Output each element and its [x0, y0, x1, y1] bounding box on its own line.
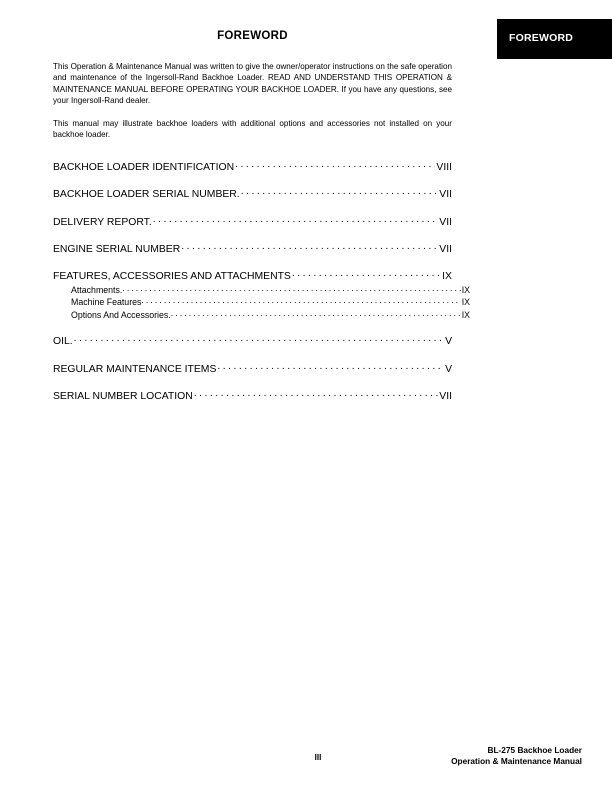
toc-entry[interactable] — [53, 187, 452, 200]
toc-entry[interactable] — [53, 159, 452, 172]
toc-entry[interactable] — [53, 269, 452, 282]
toc-entry-page-number: IX — [442, 271, 452, 283]
toc-dot-leader — [292, 269, 441, 279]
toc-entry-page-number: VIII — [436, 161, 452, 173]
toc-dot-leader — [241, 187, 439, 197]
toc-entry-label: OIL. — [53, 336, 73, 348]
toc-entry[interactable] — [53, 389, 452, 402]
toc-entry-label: Attachments. — [71, 285, 123, 296]
toc-entry-page-number: IX — [461, 297, 470, 308]
toc-entry-page-number: V — [445, 363, 452, 375]
toc-dot-leader — [171, 309, 461, 318]
toc-dot-leader — [122, 284, 460, 293]
toc-dot-leader — [194, 389, 439, 399]
section-tab — [497, 19, 612, 59]
toc-entry-page-number: VII — [439, 189, 452, 201]
toc-entry-label: BACKHOE LOADER IDENTIFICATION — [53, 161, 235, 173]
toc-dot-leader — [217, 361, 444, 371]
toc-dot-leader — [235, 159, 435, 169]
intro-paragraph-1: This Operation & Maintenance Manual was written to give the owner/operator instructions on the safe operation and maintenance of the Ingersoll-Rand Backhoe Loader. READ AND UNDERSTAND THIS OPERATION & MAINTENANCE MANUAL BEFORE OPERATING YOUR BACKHOE LOADER. If you have any questions, see your Ingersoll-Rand dealer. — [53, 62, 452, 106]
toc-entry[interactable] — [53, 334, 452, 347]
toc-entry-page-number: VII — [439, 244, 452, 255]
toc-entry-label: Machine Features — [71, 297, 142, 308]
section-tab-label: FOREWORD — [509, 32, 574, 44]
toc-entry[interactable] — [53, 309, 470, 320]
toc-dot-leader — [181, 242, 438, 252]
toc-dot-leader — [74, 334, 444, 344]
intro-paragraph-2: This manual may illustrate backhoe loaders with additional options and accessories not installed on your backhoe loader. — [53, 118, 452, 140]
toc-entry-label: DELIVERY REPORT. — [53, 216, 152, 228]
toc-entry-page-number: IX — [461, 285, 470, 296]
footer-page-number: III — [314, 753, 322, 762]
page-footer — [0, 742, 612, 782]
toc-entry-page-number: V — [445, 336, 452, 348]
footer-manual-title — [451, 745, 582, 767]
toc-entry[interactable] — [53, 284, 470, 295]
toc-entry[interactable] — [53, 242, 452, 255]
toc-entry[interactable] — [53, 297, 470, 308]
toc-dot-leader — [141, 297, 460, 306]
toc-entry-page-number: VII — [439, 390, 452, 402]
toc-entry-page-number: VII — [439, 216, 452, 228]
toc-entry-label: Options And Accessories. — [71, 309, 171, 320]
toc-entry-label: FEATURES, ACCESSORIES AND ATTACHMENTS — [53, 271, 291, 283]
toc-entry[interactable] — [53, 214, 452, 227]
footer-manual-line-2: Operation & Maintenance Manual — [451, 755, 582, 766]
toc-entry[interactable] — [53, 361, 452, 374]
page-title: FOREWORD — [217, 30, 288, 42]
toc-entry-label: BACKHOE LOADER SERIAL NUMBER. — [53, 189, 240, 201]
table-of-contents — [53, 159, 470, 402]
toc-entry-label: ENGINE SERIAL NUMBER — [53, 244, 181, 255]
toc-entry-page-number: IX — [461, 309, 470, 320]
page-content — [53, 30, 470, 416]
toc-entry-label: SERIAL NUMBER LOCATION — [53, 390, 193, 402]
toc-entry-label: REGULAR MAINTENANCE ITEMS — [53, 363, 217, 375]
toc-dot-leader — [153, 214, 439, 224]
footer-manual-line-1: BL-275 Backhoe Loader — [487, 745, 582, 755]
